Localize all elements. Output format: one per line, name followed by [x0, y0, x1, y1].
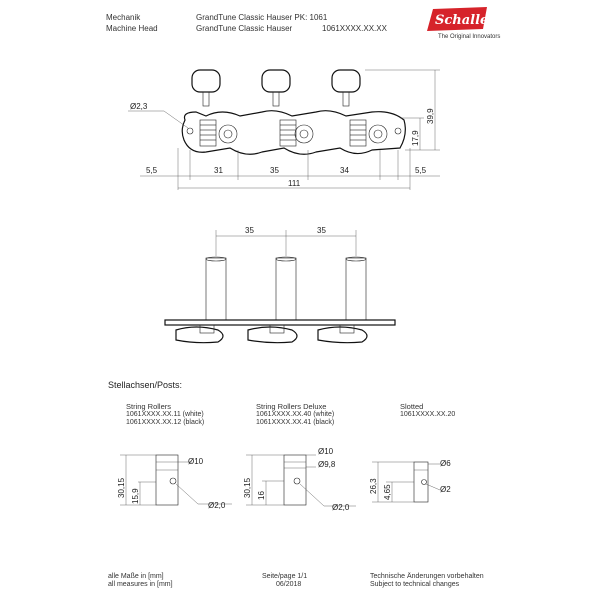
- slotted-dim-height: 26,3: [369, 478, 378, 494]
- dim-bottom-3: 35: [270, 166, 279, 175]
- footer-changes-en: Subject to technical changes: [370, 581, 460, 588]
- tuner-plate: [182, 111, 405, 155]
- side-plate: [165, 320, 395, 325]
- footer-measures-de: alle Maße in [mm]: [108, 573, 164, 580]
- post-group-title-rollers: String Rollers: [126, 402, 172, 411]
- dim-height-partial: 17,9: [411, 130, 420, 146]
- roller-dim-diameter: Ø10: [188, 457, 204, 466]
- footer-page: Seite/page 1/1: [262, 573, 308, 580]
- top-view: [128, 70, 440, 190]
- post-detail-slotted: [369, 459, 451, 502]
- header-code: 1061XXXX.XX.XX: [322, 24, 387, 33]
- slotted-dim-hole: Ø2: [440, 485, 451, 494]
- deluxe-dim-sub: 16: [257, 491, 266, 500]
- deluxe-dim-diameter: Ø10: [318, 447, 334, 456]
- post-group-code-deluxe-2: 1061XXXX.XX.41 (black): [256, 419, 335, 426]
- dim-bottom-1: 5,5: [146, 166, 158, 175]
- brand-tagline: The Original Innovators: [438, 34, 501, 40]
- post-group-code-rollers-2: 1061XXXX.XX.12 (black): [126, 419, 205, 426]
- dim-bottom-4: 34: [340, 166, 349, 175]
- footer-changes-de: Technische Änderungen vorbehalten: [370, 573, 484, 580]
- dim-hole: Ø2,3: [130, 102, 148, 111]
- slotted-dim-sub: 4,65: [383, 484, 392, 500]
- dim-spacing-2: 35: [317, 226, 326, 235]
- dim-height-total: 39,9: [426, 108, 435, 124]
- mount-hole-left: [187, 128, 193, 134]
- brand-logo-text: Schaller: [435, 13, 496, 28]
- roller-dim-height: 30,15: [117, 477, 126, 498]
- side-buttons: [176, 325, 367, 343]
- mount-hole-right: [395, 128, 401, 134]
- roller-dim-sub: 15,9: [131, 488, 140, 504]
- header-label-en: Machine Head: [106, 24, 158, 33]
- header-product-de: GrandTune Classic Hauser PK: 1061: [196, 13, 328, 22]
- tuner-button-2: [262, 70, 290, 106]
- post-detail-rollers: [117, 455, 232, 510]
- deluxe-dim-height: 30,15: [243, 477, 252, 498]
- post-group-title-deluxe: String Rollers Deluxe: [256, 402, 327, 411]
- dim-bottom-2: 31: [214, 166, 223, 175]
- roller-dim-hole: Ø2,0: [208, 501, 226, 510]
- tuner-button-3: [332, 70, 360, 106]
- post-detail-rollers-deluxe: [243, 447, 356, 512]
- header-label-de: Mechanik: [106, 13, 141, 22]
- header-product-en: GrandTune Classic Hauser: [196, 24, 293, 33]
- tuner-button-1: [192, 70, 220, 106]
- footer-date: 06/2018: [276, 581, 302, 588]
- post-group-code-slotted-1: 1061XXXX.XX.20: [400, 411, 456, 418]
- post-group-code-rollers-1: 1061XXXX.XX.11 (white): [126, 411, 204, 418]
- slotted-dim-diameter: Ø6: [440, 459, 451, 468]
- deluxe-dim-diameter2: Ø9,8: [318, 460, 336, 469]
- dim-bottom-5: 5,5: [415, 166, 427, 175]
- post-group-title-slotted: Slotted: [400, 402, 424, 411]
- footer-measures-en: all measures in [mm]: [108, 581, 173, 588]
- posts-title: Stellachsen/Posts:: [108, 380, 183, 390]
- dim-total-width: 111: [288, 179, 301, 188]
- post-group-code-deluxe-1: 1061XXXX.XX.40 (white): [256, 411, 335, 418]
- dim-spacing-1: 35: [245, 226, 254, 235]
- deluxe-dim-hole: Ø2,0: [332, 503, 350, 512]
- side-view: [165, 226, 395, 343]
- side-posts: [206, 257, 366, 320]
